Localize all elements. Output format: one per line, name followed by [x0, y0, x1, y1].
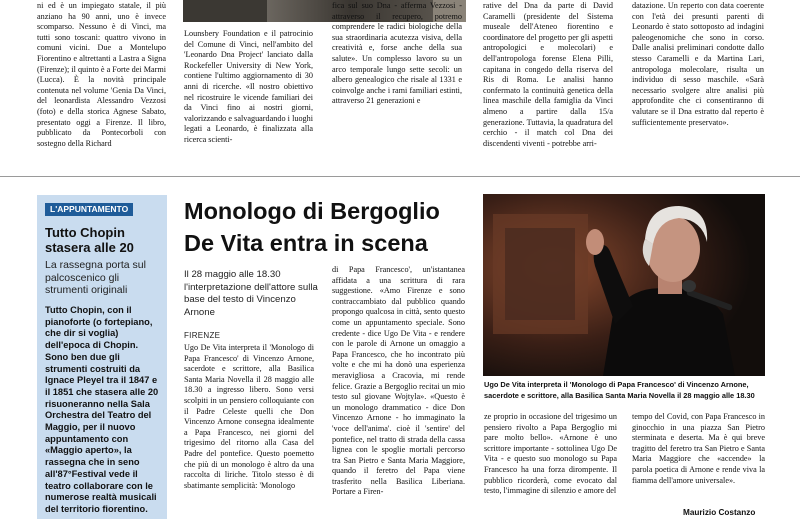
article-signature: Maurizio Costanzo: [683, 508, 756, 517]
headline-line-2: De Vita entra in scena: [184, 230, 428, 256]
article-headline: [184, 195, 484, 259]
sidebar-body: Tutto Chopin, con il pianoforte (o fortepiano, che dir si voglia) dell'epoca di Chopin. Sono ben due gli strumenti costruiti da Ignace Pleyel tra il 1847 e il 1851 che stasera alle 20 risuoneranno nella Sala Orchestra del Teatro del Maggio, per il nuovo appuntamento con «Maggio aperto», la rassegna che in seno all'87°Festival vede il teatro collaborare con le numerose realtà musicali del territorio fiorentino.: [45, 305, 159, 514]
article-dateline: FIRENZE: [184, 331, 221, 340]
article-deck: Il 28 maggio alle 18.30 l'interpretazione dell'attore sulla base del testo di Vincenzo Arnone: [184, 269, 318, 318]
section-divider: [0, 176, 800, 177]
photo-caption: Ugo De Vita interpreta il 'Monologo di Papa Francesco' di Vincenzo Arnone, sacerdote e scrittore, alla Basilica Santa Maria Novella il 28 maggio alle 18.30: [484, 380, 755, 400]
article-col-2: di Papa Francesco', un'istantanea affidata a una scrittura di rara suggestione. «Amo Firenze e sono contraccambiato dal pubblico quando propongo qualcosa in città, sento questo come un appuntamento speciale. Sono credente - dice Ugo De Vita - e rendere con le parole di Arnone un omaggio a Papa Francesco, che ho incontrato più volte e che mi ha donò una esperienza meravigliosa a Cracovia, mi rende felice. Grazie a Bergoglio recitai un mio testo sul giovane Wojtyla». «Questo è un monologo drammatico - dice Don Vincenzo Arnone - ho immaginato la 'voce dell'anima'. cioè il 'sentire' del pontefice, nel tratto di strada della cassa lignea con le spoglie mortali percorso tra San Pietro e Santa Maria Maggiore, quando il feretro del Papa viene trasferito nella Basilica Liberiana. Portare a Firen-: [332, 265, 465, 497]
sidebar-box: [37, 195, 167, 519]
top-article-col-1: ni ed è un impiegato statale, il più anziano ha 90 anni, uno è invece scomparso. Nessuno è di Vinci, ma tutti sono toscani: quattro vivono in comuni vicini. Due a Montelupo Fiorentino e altrettanti a Lastra a Signa (Firenze); il quinto è a Forte dei Marmi (Lucca). È la novità principale contenuta nel volume 'Genia Da Vinci, del leonardista Alessandro Vezzosi (foto) e della storica Agnese Sabato, presentato oggi a Firenze. Il libro, pubblicato da Pontecorboli con sostegno della Richard: [37, 1, 166, 148]
sidebar-title: Tutto Chopin stasera alle 20: [45, 225, 134, 255]
top-article-col-5: datazione. Un reperto con data coerente con l'età dei presunti parenti di Leonardo è stato sottoposto ad indagini paleogenomiche che sono in corso. Dalle analisi preliminari condotte dallo stesso Caramelli e da Martina Lari, antropologa molecolare, risulta un individuo di sesso maschile. «Sarà necessario svolgere altre analisi più approfondite che ci consentiranno di valutare se il Dna estratto dal reperto è sufficientemente preservato».: [632, 1, 764, 127]
article-col-1: Ugo De Vita interpreta il 'Monologo di Papa Francesco' di Vincenzo Arnone, sacerdote e scrittore, alla Basilica Santa Maria Novella il 28 maggio alle 18.30 a ingresso libero. Sono versi scolpiti in un pensiero colloquiante con il Padre Celeste quelli che Don Vincenzo Arnone consegna idealmente a Papa Francesco, nei giorni del trigesimo del ritorno alla Casa del Padre del pontefice. Questo poemetto che più di un monologo è altro da una raccolta di liriche. Titolo stesso è di sbatimante semplicità: 'Monologo: [184, 343, 314, 490]
article-col-4: tempo del Covid, con Papa Francesco in ginocchio in una piazza San Pietro sterminata e deserta. Ma è qui breve tragitto del feretro tra San Pietro e Santa Maria Maggiore che «accende» la parola poetica di Arnone e rende viva la fiamma dell'amore universale».: [632, 412, 765, 485]
top-article-col-4: rative del Dna da parte di David Caramelli (presidente del Sistema museale dell'Ateneo fiorentino e coordinatore del progetto per gli aspetti antropologici e molecolari) e dell'antropologa forense Elena Pilli, capitana in congedo della riserva del Ris di Roma. Le analisi hanno confermato la continuità genetica della linea maschile della famiglia da Vinci almeno a partire dalla 15/a generazione. Tuttavia, la quadratura del cerchio - il match col Dna dei discendenti viventi - potrebbe arri-: [483, 1, 613, 148]
top-photo-left: [183, 0, 267, 22]
sidebar-tag: L'APPUNTAMENTO: [45, 203, 133, 216]
top-article-col-2: Lounsbery Foundation e il patrocinio del Comune di Vinci, nell'ambito del 'Leonardo Dna Project' lanciato dalla Rockefeller University di New York, contiene l'ultimo aggiornamento di 30 anni di ricerche. «Il nostro obiettivo nel ricostruire le vicende familiari dei da Vinci fino ai nostri giorni, valorizzando e salvaguardando i luoghi legati a Leonardo, è finalizzata alla ricerca scienti-: [184, 29, 313, 144]
sidebar-subtitle: La rassegna porta sul palcoscenico gli strumenti originali: [45, 259, 146, 296]
top-article-col-3: fica sul suo Dna - afferma Vezzosi - attraverso il recupero, potremo comprendere le radici biologiche della sua straordinaria acutezza visiva, della creatività e, forse anche della sua salute». Un complesso lavoro su un arco temporale lungo sette secoli: un albero genealogico che risale al 1331 e coinvolge anche i rami familiari estinti, attraverso 21 generazioni e: [332, 1, 462, 106]
photo-illustration: [483, 194, 765, 376]
article-col-3: ze proprio in occasione del trigesimo un pensiero rivolto a Papa Bergoglio mi pare molto bello». «Arnone è uno scrittore importante - sottolinea Ugo De Vita - e questo suo monologo su Papa Francesco ha una forza dirompente. Il pubblico ricorderà, come evocato dal testo, l'immagine di silenzio e amore del: [484, 412, 617, 496]
headline-line-1: Monologo di Bergoglio: [184, 198, 440, 224]
article-photo: [483, 194, 765, 376]
